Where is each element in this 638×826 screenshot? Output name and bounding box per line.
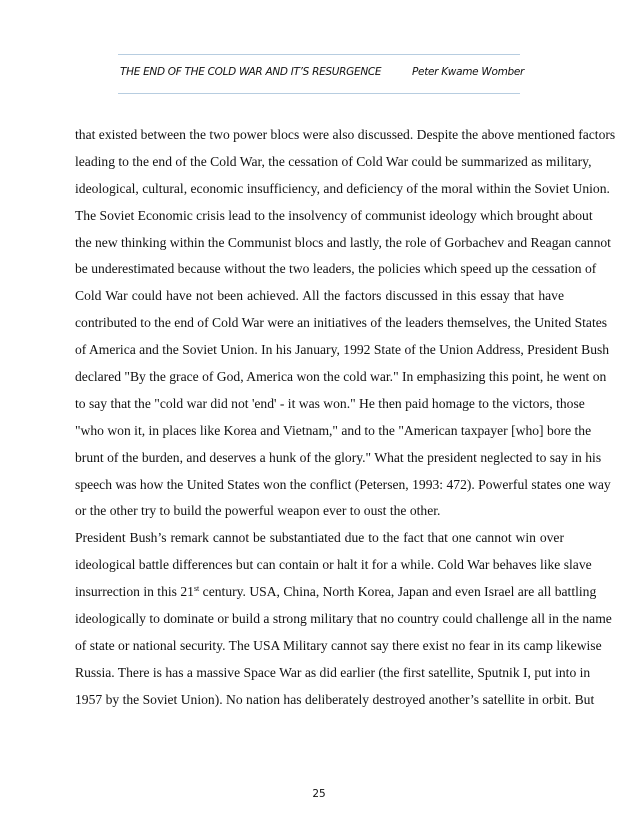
text-line-with-superscript [75,579,597,606]
text-line: declared "By the grace of God, America won the cold war." In emphasizing this point, he went on [75,369,607,385]
text-line: that existed between the two power blocs were also discussed. Despite the above mentioned factors [75,127,616,142]
text-line: of state or national security. The USA Military cannot say there exist no fear in its camp likewise [75,637,602,653]
text-line: be underestimated because without the two leaders, the policies which speed up the cessation of [75,261,597,277]
header-title: THE END OF THE COLD WAR AND IT’S RESURGENCE [120,66,382,78]
text-line: The Soviet Economic crisis lead to the insolvency of communist ideology which brought about [75,207,593,223]
text-line: the new thinking within the Communist blocs and lastly, the role of Gorbachev and Reagan cannot [75,234,611,250]
text-line: ideological battle differences but can contain or halt it for a while. Cold War behaves like slave [75,557,592,573]
text-line: Cold War could have not been achieved. All the factors discussed in this essay that have [75,288,564,304]
header-bottom-rule [118,93,520,94]
text-line: "who won it, in places like Korea and Vietnam," and to the "American taxpayer [who] bore the [75,422,592,438]
text-line: ideological, cultural, economic insufficiency, and deficiency of the moral within the Soviet Union. [75,180,610,196]
text-line: 1957 by the Soviet Union). No nation has deliberately destroyed another’s satellite in orbit. But [75,691,595,707]
text-line: Russia. There is has a massive Space War as did earlier (the first satellite, Sputnik I, put into in [75,664,591,680]
text-line: contributed to the end of Cold War were an initiatives of the leaders themselves, the United States [75,315,608,331]
line-segment: century. USA, China, North Korea, Japan and even Israel are all battling [199,584,597,600]
text-line: brunt of the burden, and deserves a hunk of the glory." What the president neglected to say in his [75,449,602,465]
page-number: 25 [312,788,326,800]
ordinal-superscript: st [193,584,200,594]
body-text [75,122,616,714]
text-line: President Bush’s remark cannot be substantiated due to the fact that one cannot win over [75,530,564,546]
text-line: leading to the end of the Cold War, the cessation of Cold War could be summarized as military, [75,153,592,169]
header-top-rule [118,54,520,55]
text-line: ideologically to dominate or build a strong military that no country could challenge all in the name [75,611,612,627]
text-line: to say that the "cold war did not 'end' - it was won." He then paid homage to the victors, those [75,395,585,411]
text-line: speech was how the United States won the conflict (Petersen, 1993: 472). Powerful states one way [75,476,611,492]
line-segment: insurrection in this 21 [75,584,194,600]
header-author: Peter Kwame Womber [412,66,525,78]
running-header [120,66,525,82]
text-line: of America and the Soviet Union. In his January, 1992 State of the Union Address, President Bush [75,342,610,358]
paragraph-last-line: or the other try to build the powerful weapon ever to oust the other. [75,503,441,519]
